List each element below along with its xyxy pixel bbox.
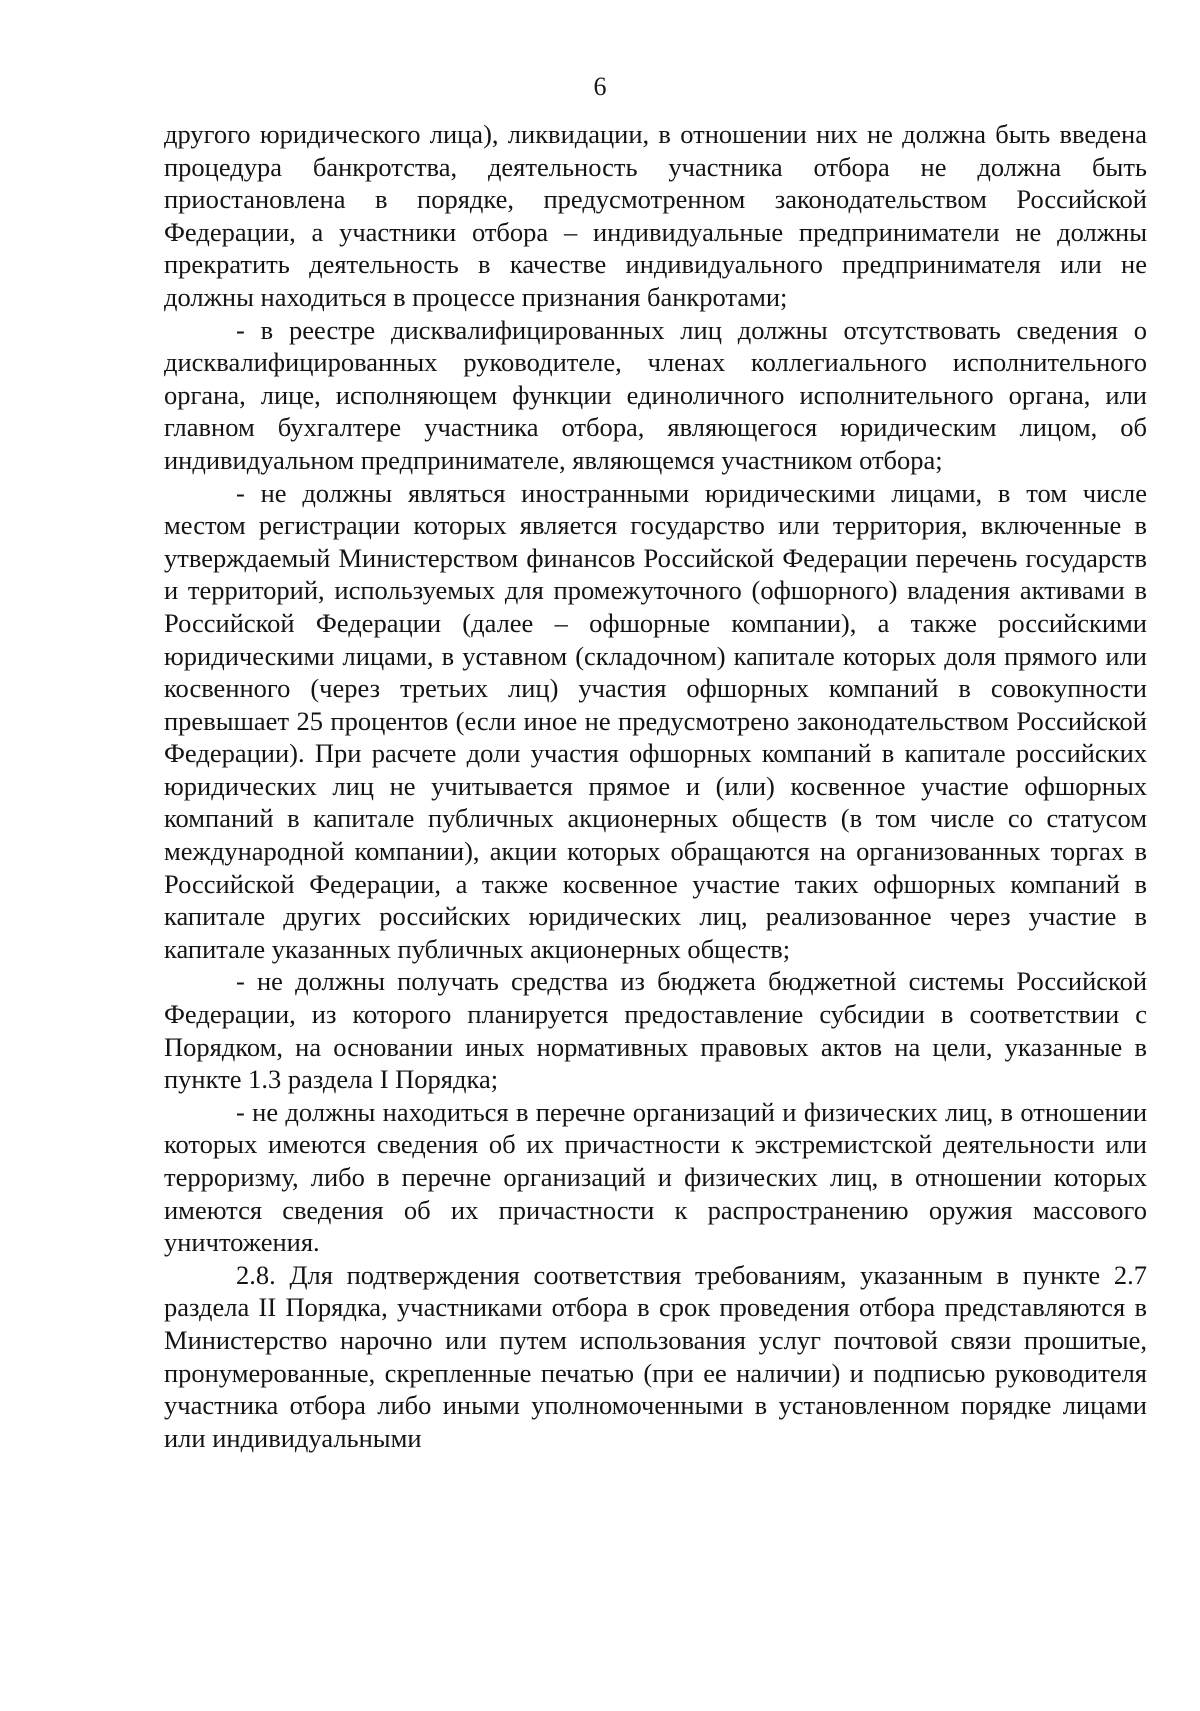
paragraph-budget-funds: - не должны получать средства из бюджета бюджетной системы Российской Федерации, из которого планируется предоставление субсидии в соответствии с Порядком, на основании иных нормативных правовых актов на цели, указанные в пункте 1.3 раздела I Порядка; — [164, 966, 1147, 1095]
paragraph-disqualified-persons: - в реестре дисквалифицированных лиц должны отсутствовать сведения о дисквалифицированных руководителе, членах коллегиального исполнительного органа, лице, исполняющем функции единоличного исполнительного органа, или главном бухгалтере участника отбора, являющегося юридическим лицом, об индивидуальном предпринимателе, являющемся участником отбора; — [164, 314, 1147, 475]
paragraph-extremism-list: - не должны находиться в перечне организаций и физических лиц, в отношении которых имеются сведения об их причастности к экстремистской деятельности или терроризму, либо в перечне организаций и физических лиц, в отношении которых имеются сведения об их причастности к распространению оружия массового уничтожения. — [164, 1096, 1147, 1258]
document-body — [164, 118, 1147, 1454]
paragraph-offshore-companies: - не должны являться иностранными юридическими лицами, в том числе местом регистрации которых является государство или территория, включенные в утверждаемый Министерством финансов Российской Федерации перечень государств и территорий, используемых для промежуточного (офшорного) владения активами в Российской Федерации (далее – офшорные компании), а также российскими юридическими лицами, в уставном (складочном) капитале которых доля прямого или косвенного (через третьих лиц) участия офшорных компаний в совокупности превышает 25 процентов (если иное не предусмотрено законодательством Российской Федерации). При расчете доли участия офшорных компаний в капитале российских юридических лиц не учитывается прямое и (или) косвенное участие офшорных компаний в капитале публичных акционерных обществ (в том числе со статусом международной компании), акции которых обращаются на организованных торгах в Российской Федерации, а также косвенное участие таких офшорных компаний в капитале других российских юридических лиц, реализованное через участие в капитале указанных публичных акционерных обществ; — [164, 477, 1147, 964]
page-number: 6 — [593, 72, 607, 101]
paragraph-bankruptcy-continuation: другого юридического лица), ликвидации, в отношении них не должна быть введена процедура банкротства, деятельность участника отбора не должна быть приостановлена в порядке, предусмотренном законодательством Российской Федерации, а участники отбора – индивидуальные предприниматели не должны прекратить деятельность в качестве индивидуального предпринимателя или не должны находиться в процессе признания банкротами; — [164, 119, 1147, 312]
paragraph-section-2-8: 2.8. Для подтверждения соответствия требованиям, указанным в пункте 2.7 раздела II Порядка, участниками отбора в срок проведения отбора представляются в Министерство нарочно или путем использования услуг почтовой связи прошитые, пронумерованные, скрепленные печатью (при ее наличии) и подписью руководителя участника отбора либо иными уполномоченными в установленном порядке лицами или индивидуальными — [164, 1259, 1147, 1453]
